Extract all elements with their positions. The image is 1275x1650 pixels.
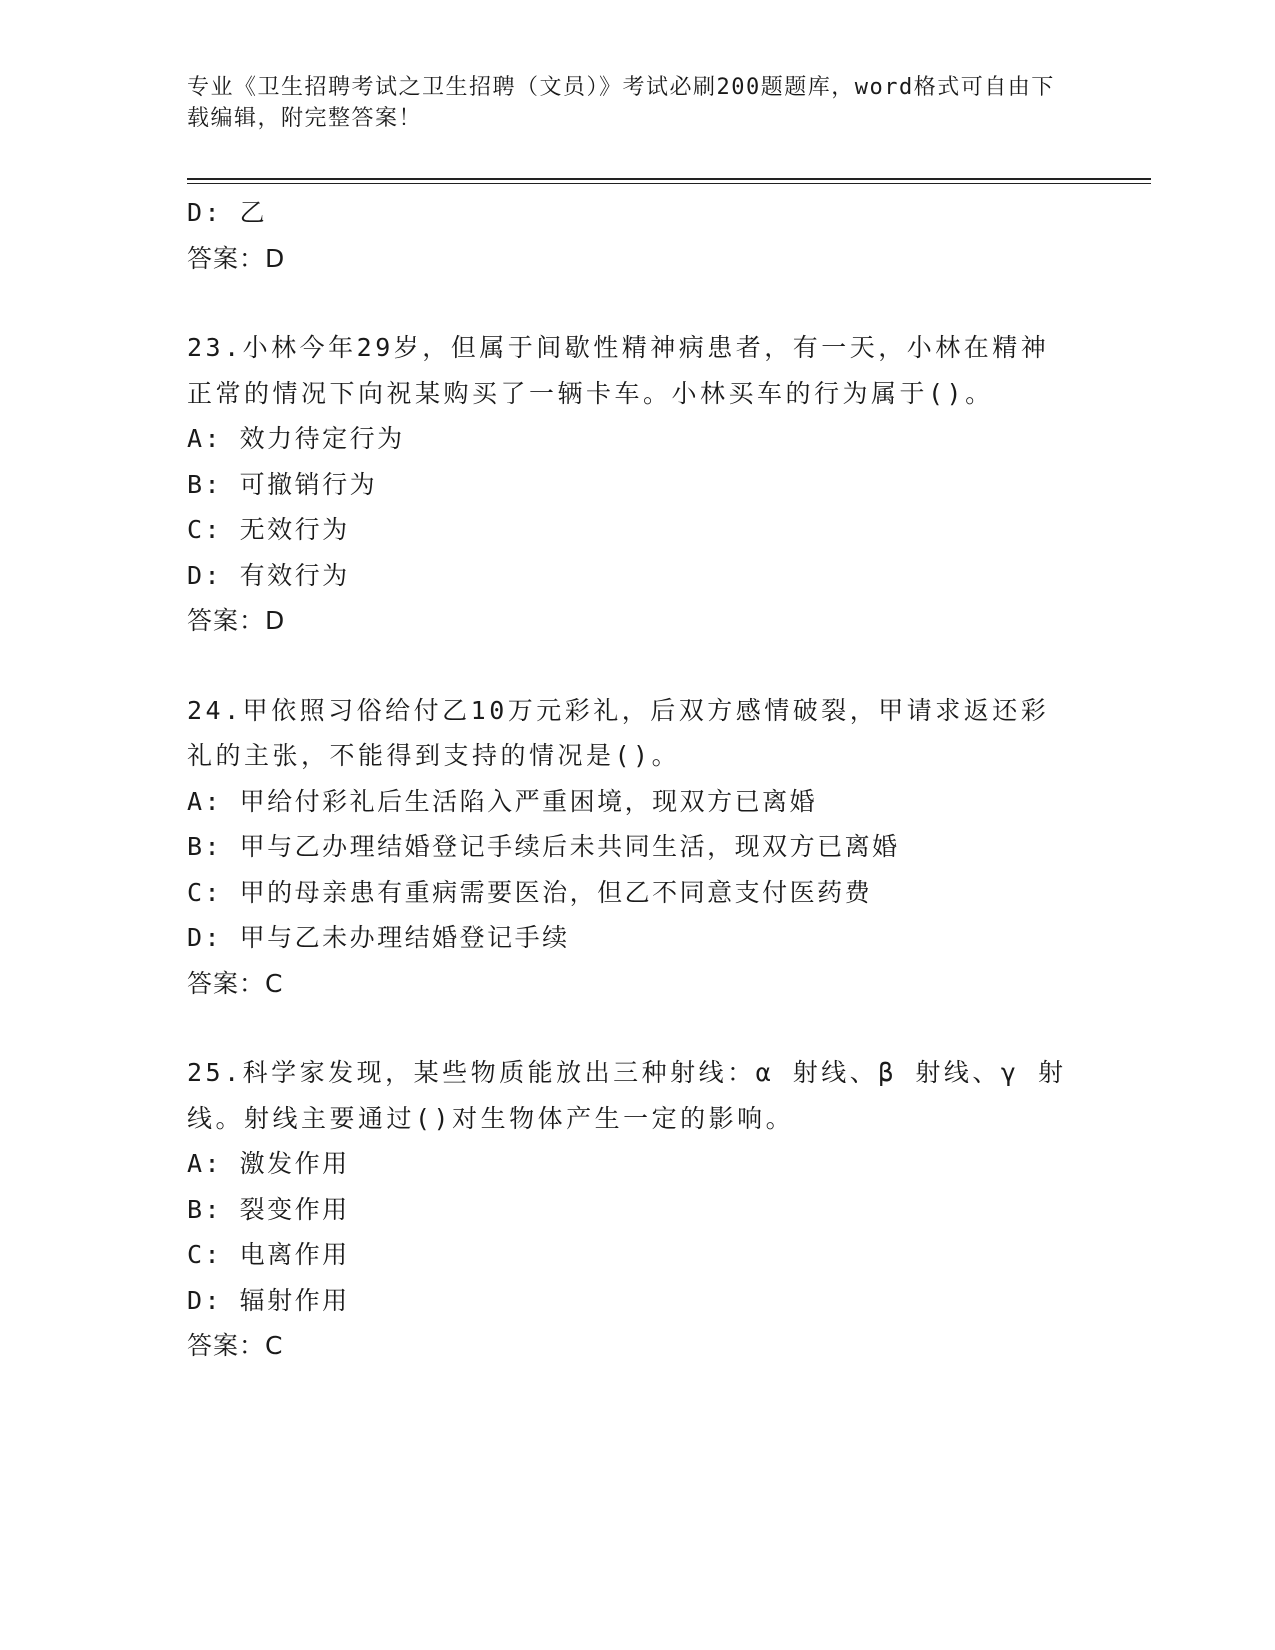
header-divider-thin: [187, 183, 1151, 184]
question-stem: 23.小林今年29岁，但属于间歇性精神病患者，有一天，小林在精神正常的情况下向祝某购买了一辆卡车。小林买车的行为属于()。: [187, 333, 1050, 408]
option-d: D: 乙: [187, 198, 268, 227]
option-a: A: 甲给付彩礼后生活陷入严重困境，现双方已离婚: [187, 786, 818, 816]
question-25: [187, 1050, 1077, 1369]
header-divider-thick: [187, 178, 1151, 180]
question-24: [187, 688, 1077, 1007]
answer: 答案：D: [187, 606, 286, 635]
option-d: D: 辐射作用: [187, 1285, 350, 1315]
option-c: C: 电离作用: [187, 1240, 350, 1269]
previous-question-tail: [187, 190, 1077, 281]
answer: 答案：D: [187, 243, 286, 273]
question-content: [187, 190, 1077, 1369]
option-a: A: 效力待定行为: [187, 424, 405, 453]
question-stem: 24.甲依照习俗给付乙10万元彩礼，后双方感情破裂，甲请求返还彩礼的主张，不能得到支持的情况是()。: [187, 695, 1050, 770]
page-header: 专业《卫生招聘考试之卫生招聘（文员）》考试必刷200题题库，word格式可自由下载编辑，附完整答案！: [187, 75, 1055, 131]
option-c: C: 甲的母亲患有重病需要医治，但乙不同意支付医药费: [187, 877, 873, 907]
option-b: B: 裂变作用: [187, 1194, 350, 1224]
answer: 答案：C: [187, 1331, 284, 1360]
question-23: [187, 325, 1077, 644]
option-b: B: 可撤销行为: [187, 469, 378, 499]
question-stem: 25.科学家发现，某些物质能放出三种射线：α 射线、β 射线、γ 射线。射线主要通过()对生物体产生一定的影响。: [187, 1058, 1067, 1133]
option-a: A: 激发作用: [187, 1149, 350, 1178]
option-d: D: 甲与乙未办理结婚登记手续: [187, 923, 570, 952]
answer: 答案：C: [187, 968, 284, 998]
option-c: C: 无效行为: [187, 515, 350, 544]
option-d: D: 有效行为: [187, 560, 350, 590]
option-b: B: 甲与乙办理结婚登记手续后未共同生活，现双方已离婚: [187, 832, 900, 861]
